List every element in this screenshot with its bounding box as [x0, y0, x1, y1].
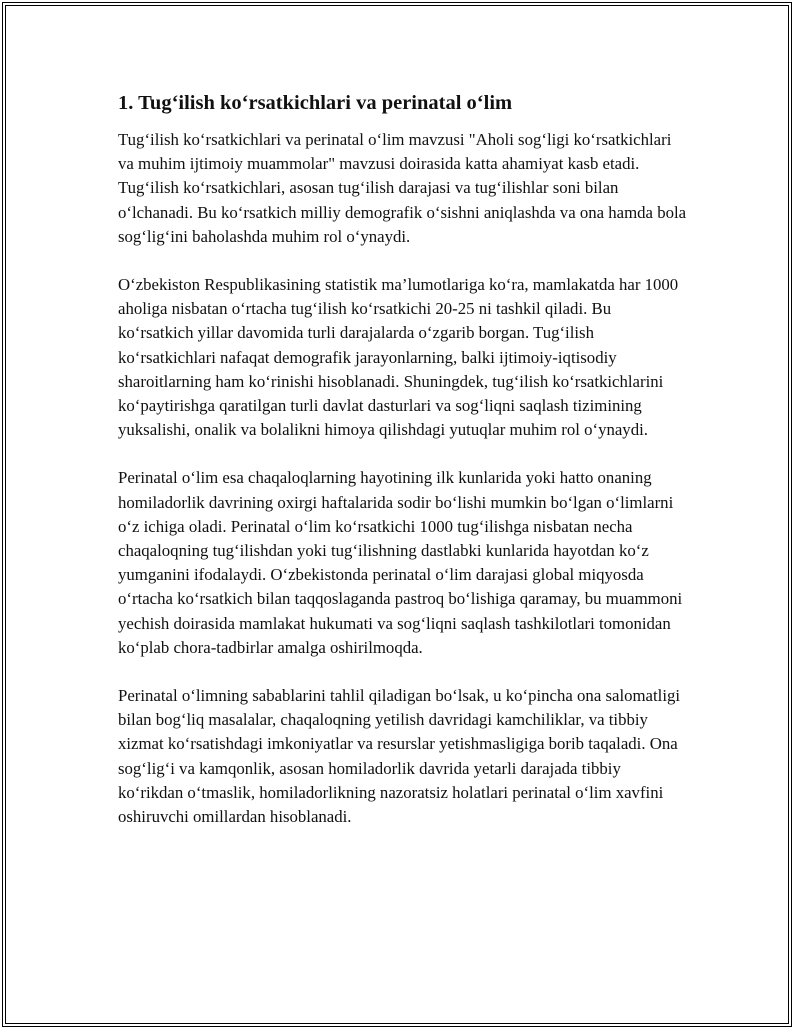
- paragraph-4: Perinatal o‘limning sabablarini tahlil qiladigan bo‘lsak, u ko‘pincha ona salomatligi bilan bog‘liq masalalar, chaqaloqning yetilish davridagi kamchiliklar, va tibbiy xizmat ko‘rsatishdagi imkoniyatlar va resurslar yetishmasligiga borib taqaladi. Ona sog‘lig‘i va kamqonlik, asosan homiladorlik davrida yetarli darajada tibbiy ko‘rikdan o‘tmaslik, homiladorlikning nazoratsiz holatlari perinatal o‘lim xavfini oshiruvchi omillardan hisoblanadi.: [118, 686, 681, 827]
- paragraph-2: O‘zbekiston Respublikasining statistik ma’lumotlariga ko‘ra, mamlakatda har 1000 aholiga nisbatan o‘rtacha tug‘ilish ko‘rsatkichi 20-25 ni tashkil qiladi. Bu ko‘rsatkich yillar davomida turli darajalarda o‘zgarib borgan. Tug‘ilish ko‘rsatkichlari nafaqat demografik jarayonlarning, balki ijtimoiy-iqtisodiy sharoitlarning ham ko‘rinishi hisoblanadi. Shuningdek, tug‘ilish ko‘rsatkichlarini ko‘paytirishga qaratilgan turli davlat dasturlari va sog‘liqni saqlash tizimining yuksalishi, onalik va bolalikni himoya qilishdagi yutuqlar muhim rol o‘ynaydi.: [118, 275, 679, 440]
- document-body: [118, 88, 690, 853]
- section-title: 1. Tug‘ilish ko‘rsatkichlari va perinatal o‘lim: [118, 92, 513, 114]
- paragraph-1: Tug‘ilish ko‘rsatkichlari va perinatal o‘lim mavzusi "Aholi sog‘ligi ko‘rsatkichlari va muhim ijtimoiy muammolar" mavzusi doirasida katta ahamiyat kasb etadi. Tug‘ilish ko‘rsatkichlari, asosan tug‘ilish darajasi va tug‘ilishlar soni bilan o‘lchanadi. Bu ko‘rsatkich milliy demografik o‘sishni aniqlashda va ona hamda bola sog‘lig‘ini baholashda muhim rol o‘ynaydi.: [118, 130, 687, 246]
- paragraph-3: Perinatal o‘lim esa chaqaloqlarning hayotining ilk kunlarida yoki hatto onaning homiladorlik davrining oxirgi haftalarida sodir bo‘lishi mumkin bo‘lgan o‘limlarni o‘z ichiga oladi. Perinatal o‘lim ko‘rsatkichi 1000 tug‘ilishga nisbatan necha chaqaloqning tug‘ilishdan yoki tug‘ilishning dastlabki kunlarida hayotdan ko‘z yumganini ifodalaydi. O‘zbekistonda perinatal o‘lim darajasi global miqyosda o‘rtacha ko‘rsatkich bilan taqqoslaganda pastroq bo‘lishiga qaramay, bu muammoni yechish doirasida mamlakat hukumati va sog‘liqni saqlash tashkilotlari tomonidan ko‘plab chora-tadbirlar amalga oshirilmoqda.: [118, 468, 683, 657]
